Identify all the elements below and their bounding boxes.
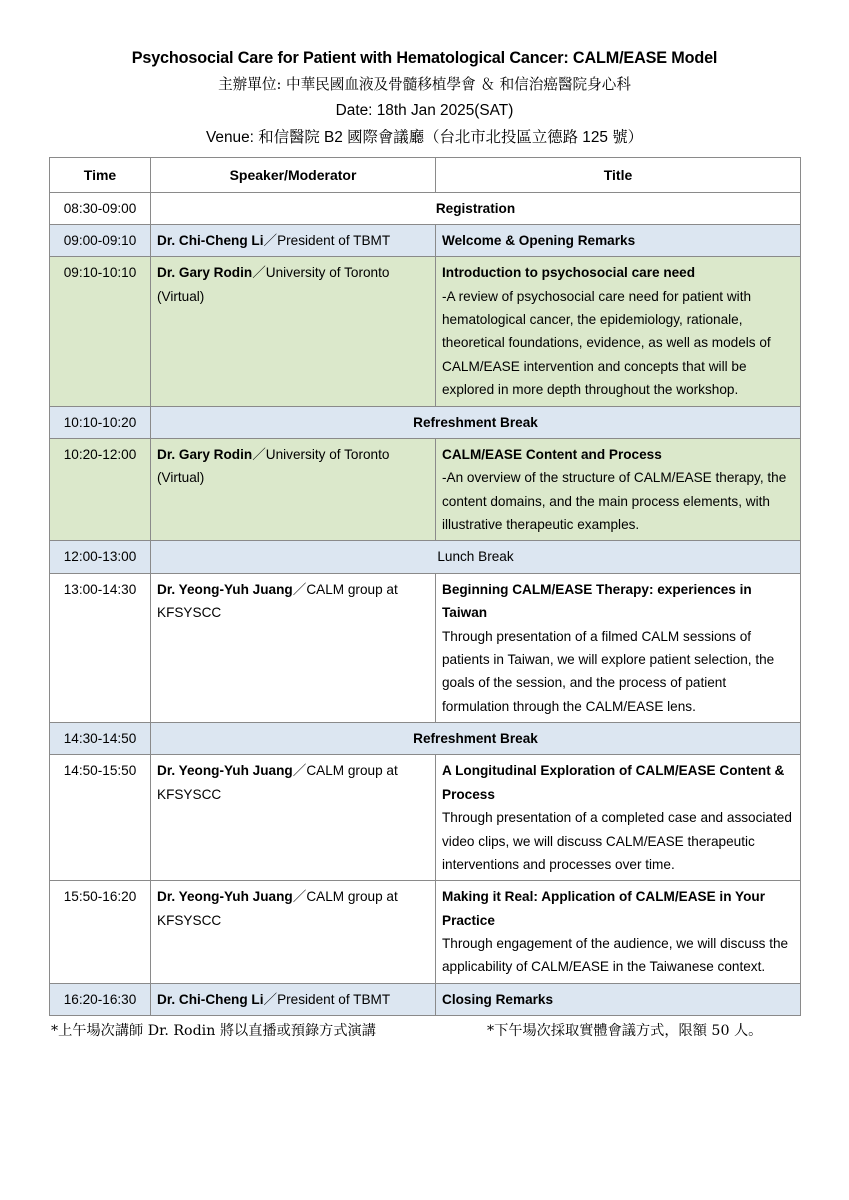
speaker-affiliation: CALM group at: [306, 581, 398, 597]
speaker-name: Dr. Yeong-Yuh Juang: [157, 889, 293, 905]
speaker-separator: ／: [263, 232, 278, 248]
speaker-affiliation: President of TBMT: [277, 991, 391, 1007]
agenda-table-body: [50, 192, 801, 1016]
speaker-affiliation: President of TBMT: [277, 232, 391, 248]
session-title: Introduction to psychosocial care need: [442, 265, 696, 281]
speaker-name: Dr. Gary Rodin: [157, 265, 253, 281]
table-row: [50, 257, 801, 406]
speaker-name: Dr. Chi-Cheng Li: [157, 991, 264, 1007]
session-title: Making it Real: Application of CALM/EASE in Your Practice: [442, 889, 765, 928]
cell-speaker: [151, 257, 436, 406]
cell-speaker: [151, 755, 436, 881]
cell-break-label: Registration: [151, 192, 801, 224]
cell-speaker: [151, 881, 436, 984]
cell-title: [436, 755, 801, 881]
footnote-afternoon: *下午場次採取實體會議方式，限額 50 人。: [487, 1023, 763, 1040]
page-title: Psychosocial Care for Patient with Hematological Cancer: CALM/EASE Model: [131, 49, 718, 67]
table-row: [50, 541, 801, 573]
cell-time: 10:10-10:20: [50, 406, 151, 438]
speaker-separator: ／: [292, 763, 307, 779]
organizer-line: 主辦單位: 中華民國血液及骨髓移植學會 ＆ 和信治癌醫院身心科: [218, 76, 631, 94]
footnote-morning: *上午場次講師 Dr. Rodin 將以直播或預錄方式演講: [51, 1023, 376, 1040]
cell-title: [436, 438, 801, 541]
speaker-separator: ／: [292, 581, 307, 597]
cell-speaker: [151, 224, 436, 256]
agenda-table: [49, 157, 801, 1017]
venue-line: Venue: 和信醫院 B2 國際會議廳（台北市北投區立德路 125 號）: [205, 128, 644, 146]
table-row: [50, 755, 801, 881]
table-row: [50, 192, 801, 224]
agenda-table-head: [50, 157, 801, 192]
session-description: -An overview of the structure of CALM/EASE therapy, the content domains, and the main process elements, with illustrative therapeutic examples.: [442, 470, 787, 533]
session-description: Through engagement of the audience, we will discuss the applicability of CALM/EASE in the Taiwanese context.: [442, 936, 789, 975]
table-row: [50, 723, 801, 755]
speaker-separator: ／: [292, 889, 307, 905]
table-row: [50, 983, 801, 1015]
speaker-affiliation-extra: KFSYSCC: [157, 912, 222, 928]
speaker-affiliation-extra: (Virtual): [157, 288, 205, 304]
cell-title: [436, 983, 801, 1015]
speaker-affiliation-extra: (Virtual): [157, 470, 205, 486]
cell-time: 09:10-10:10: [50, 257, 151, 406]
column-header-speaker: Speaker/Moderator: [151, 157, 436, 192]
cell-time: 14:50-15:50: [50, 755, 151, 881]
table-row: [50, 438, 801, 541]
speaker-affiliation-extra: KFSYSCC: [157, 786, 222, 802]
speaker-name: Dr. Chi-Cheng Li: [157, 232, 264, 248]
cell-time: 09:00-09:10: [50, 224, 151, 256]
cell-break-label: Refreshment Break: [151, 723, 801, 755]
cell-time: 10:20-12:00: [50, 438, 151, 541]
cell-time: 15:50-16:20: [50, 881, 151, 984]
speaker-affiliation: University of Toronto: [265, 446, 390, 462]
cell-time: 13:00-14:30: [50, 573, 151, 722]
footnotes: [49, 1022, 800, 1040]
speaker-affiliation: CALM group at: [306, 889, 398, 905]
cell-title: [436, 257, 801, 406]
session-description: Through presentation of a filmed CALM sessions of patients in Taiwan, we will explore patient selection, the goals of the session, and the process of patient formulation through the CALM/EASE lens.: [442, 628, 775, 714]
session-title: Beginning CALM/EASE Therapy: experiences in Taiwan: [442, 581, 752, 621]
speaker-separator: ／: [252, 446, 266, 462]
speaker-separator: ／: [252, 265, 266, 281]
session-title: Welcome & Opening Remarks: [442, 232, 636, 248]
cell-speaker: [151, 983, 436, 1015]
session-title: CALM/EASE Content and Process: [442, 446, 662, 462]
session-description: -A review of psychosocial care need for patient with hematological cancer, the epidemiology, rationale, theoretical foundations, evidence, as well as models of CALM/EASE intervention and concepts that will be explored in more depth throughout the workshop.: [442, 288, 771, 398]
table-row: [50, 881, 801, 984]
column-header-title: Title: [436, 157, 801, 192]
speaker-separator: ／: [263, 991, 278, 1007]
cell-break-label: Lunch Break: [151, 541, 801, 573]
session-description: Through presentation of a completed case and associated video clips, we will discuss CALM/EASE therapeutic interventions and processes over time.: [442, 810, 792, 872]
cell-title: [436, 881, 801, 984]
cell-title: [436, 573, 801, 722]
cell-time: 14:30-14:50: [50, 723, 151, 755]
speaker-affiliation: University of Toronto: [265, 265, 390, 281]
speaker-name: Dr. Gary Rodin: [157, 446, 253, 462]
cell-time: 08:30-09:00: [50, 192, 151, 224]
session-title: A Longitudinal Exploration of CALM/EASE Content & Process: [442, 763, 785, 802]
speaker-name: Dr. Yeong-Yuh Juang: [157, 763, 293, 779]
speaker-affiliation: CALM group at: [306, 763, 398, 779]
table-header-row: [50, 157, 801, 192]
table-row: [50, 224, 801, 256]
cell-time: 16:20-16:30: [50, 983, 151, 1015]
cell-speaker: [151, 438, 436, 541]
document-header: [49, 0, 800, 149]
table-row: [50, 573, 801, 722]
column-header-time: Time: [50, 157, 151, 192]
date-line: Date: 18th Jan 2025(SAT): [335, 101, 514, 119]
cell-time: 12:00-13:00: [50, 541, 151, 573]
cell-break-label: Refreshment Break: [151, 406, 801, 438]
table-row: [50, 406, 801, 438]
cell-speaker: [151, 573, 436, 722]
speaker-affiliation-extra: KFSYSCC: [157, 605, 222, 621]
cell-title: [436, 224, 801, 256]
session-title: Closing Remarks: [442, 991, 554, 1007]
speaker-name: Dr. Yeong-Yuh Juang: [157, 581, 293, 597]
